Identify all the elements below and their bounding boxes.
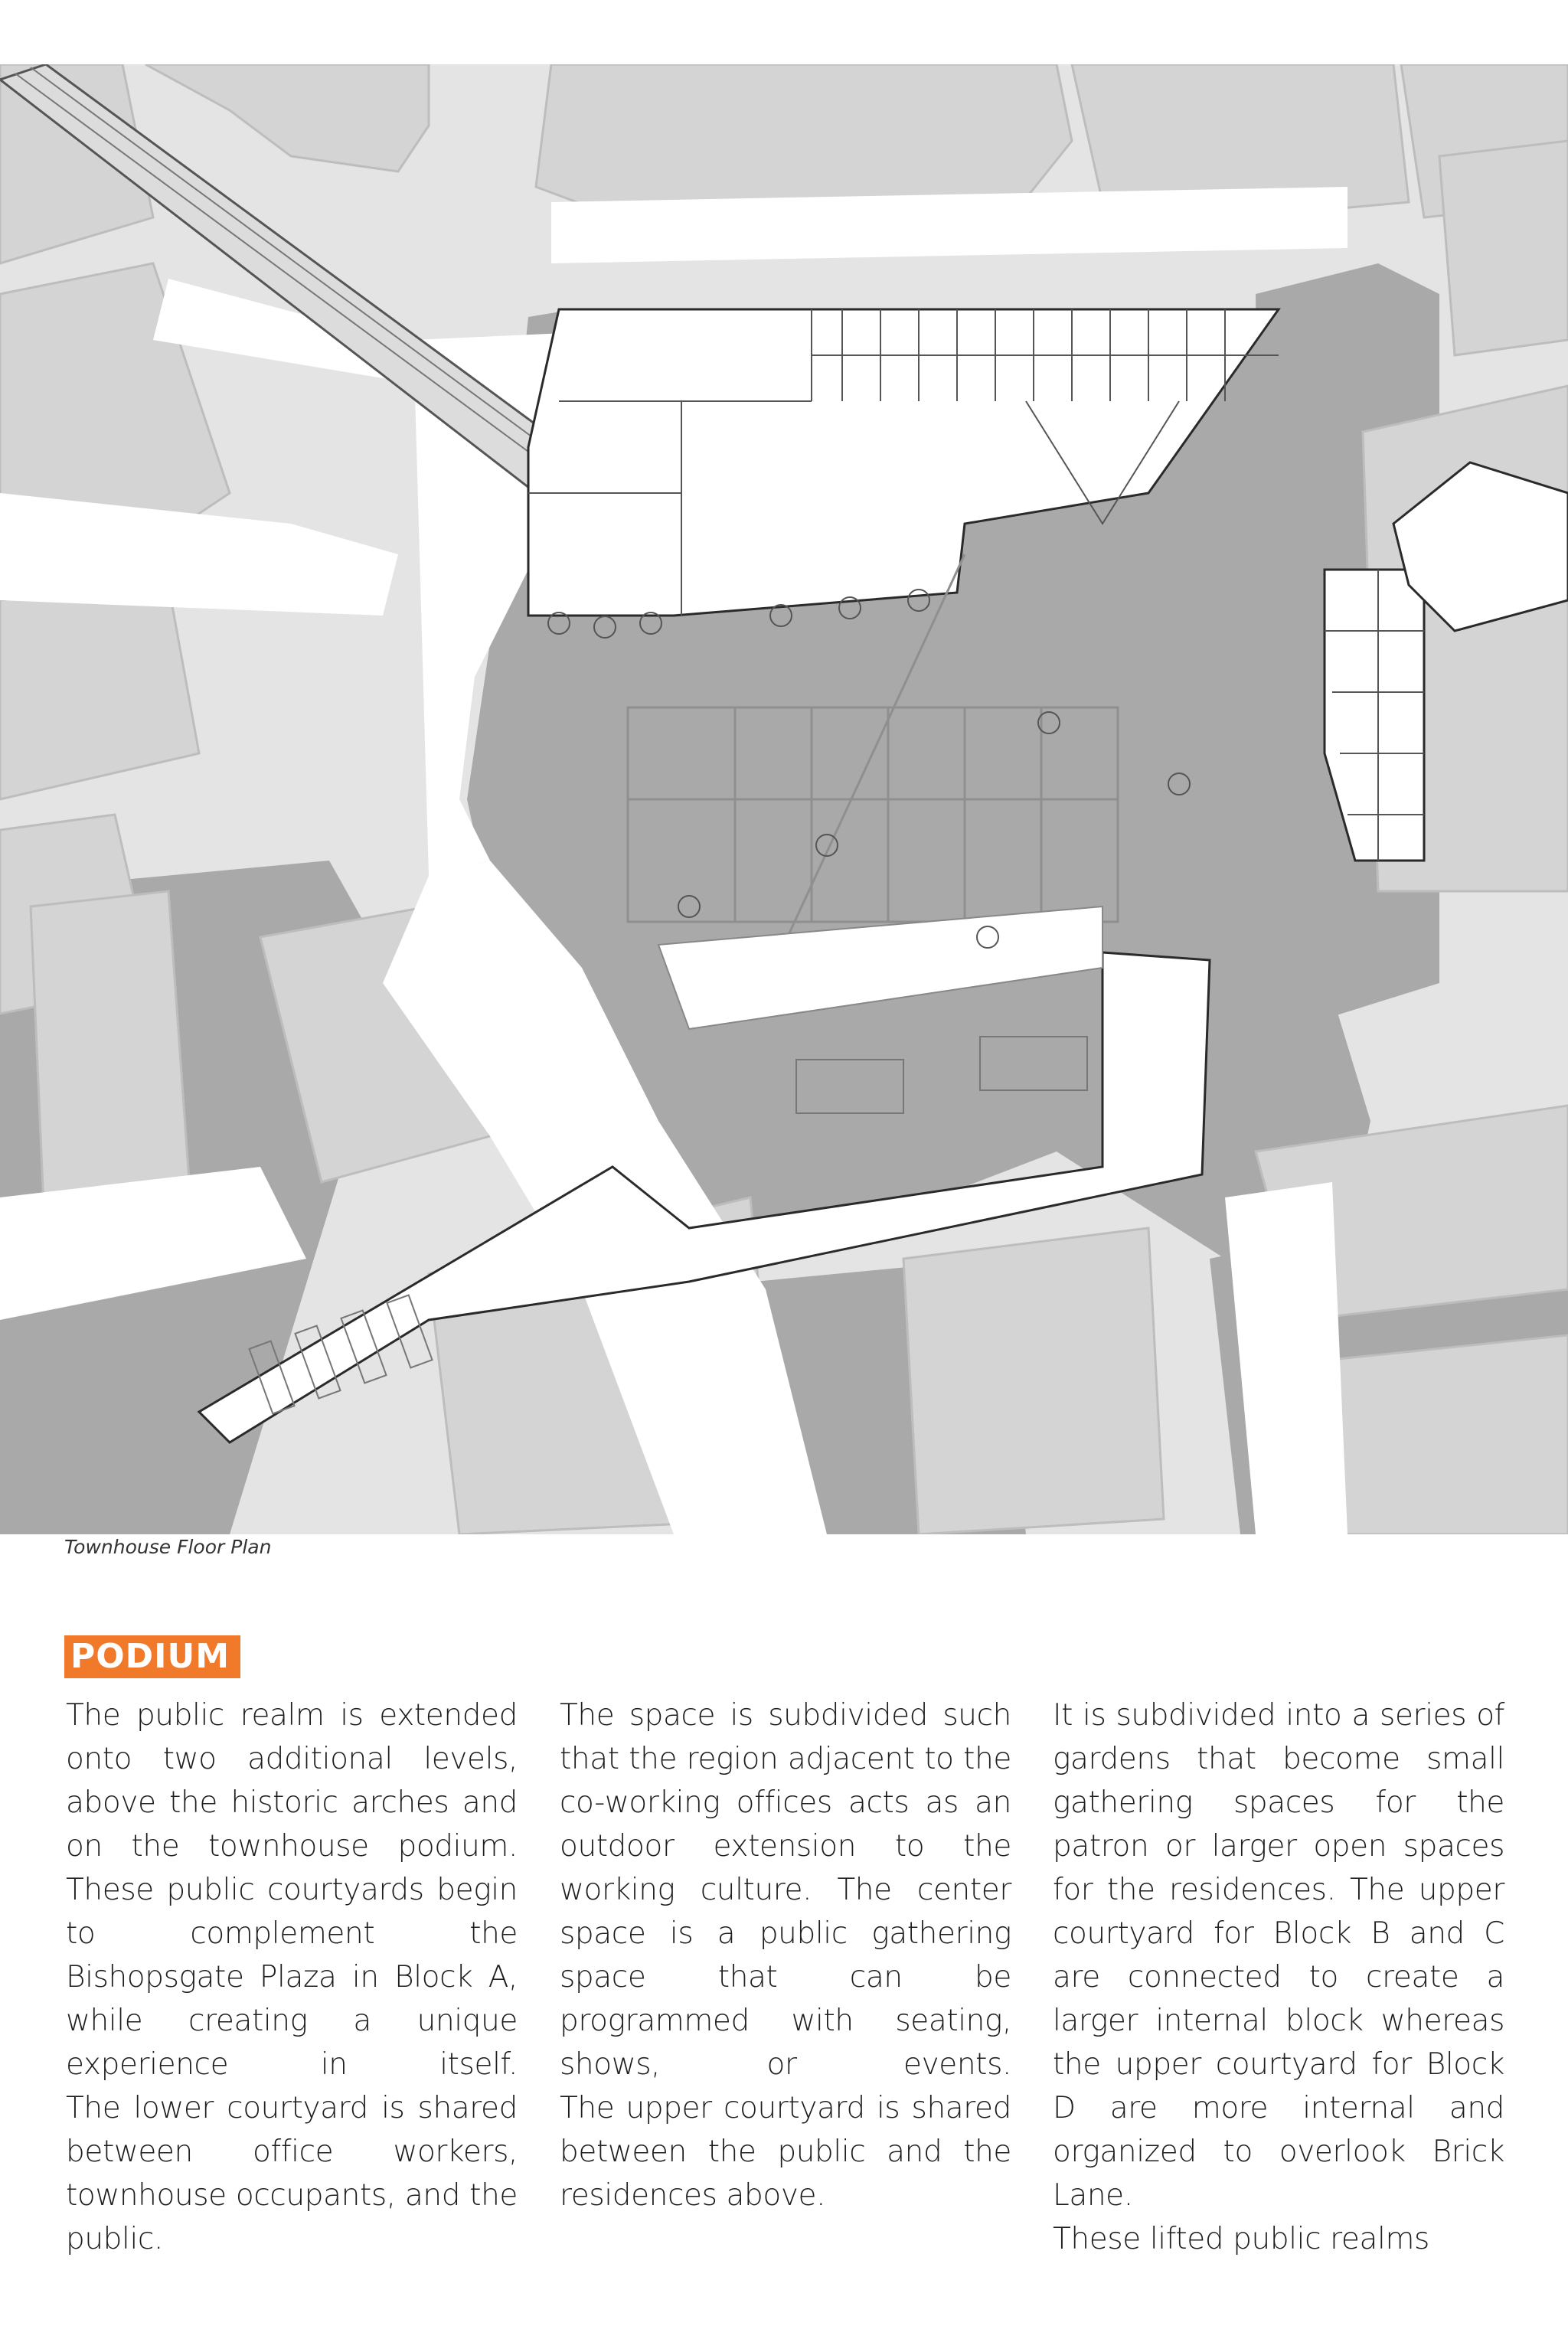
paragraph: The lower courtyard is shared between office workers, townhouse occupants, and the public.: [66, 2091, 518, 2256]
paragraph: The upper courtyard is shared between the public and the residences above.: [560, 2091, 1011, 2213]
floor-plan-drawing: [0, 64, 1568, 1534]
text-column-1: [66, 1694, 518, 2261]
figure-caption: Townhouse Floor Plan: [64, 1536, 272, 1558]
paragraph: The public realm is extended onto two additional levels, above the historic arches and on the townhouse podium. These public courtyards begin to complement the Bishopsgate Plaza in Block A, while creating a unique experience in itself.: [66, 1698, 518, 2082]
site-floor-plan: [0, 64, 1568, 1534]
paragraph: It is subdivided into a series of gardens that become small gathering spaces for the patron or larger open spaces for the residences. The upper courtyard for Block B and C are connected to create a larger internal block whereas the upper courtyard for Block D are more internal and organized to overlook Brick Lane.: [1053, 1698, 1504, 2213]
body-text: [0, 1694, 1568, 2275]
paragraph: The space is subdivided such that the region adjacent to the co-working offices acts as an outdoor extension to the working culture. The center space is a public gathering space that can be programmed with seating, shows, or events.: [560, 1698, 1011, 2082]
section-heading: PODIUM: [64, 1635, 240, 1678]
text-column-2: [560, 1694, 1011, 2217]
text-column-3: [1053, 1694, 1504, 2261]
paragraph: These lifted public realms: [1053, 2222, 1429, 2256]
